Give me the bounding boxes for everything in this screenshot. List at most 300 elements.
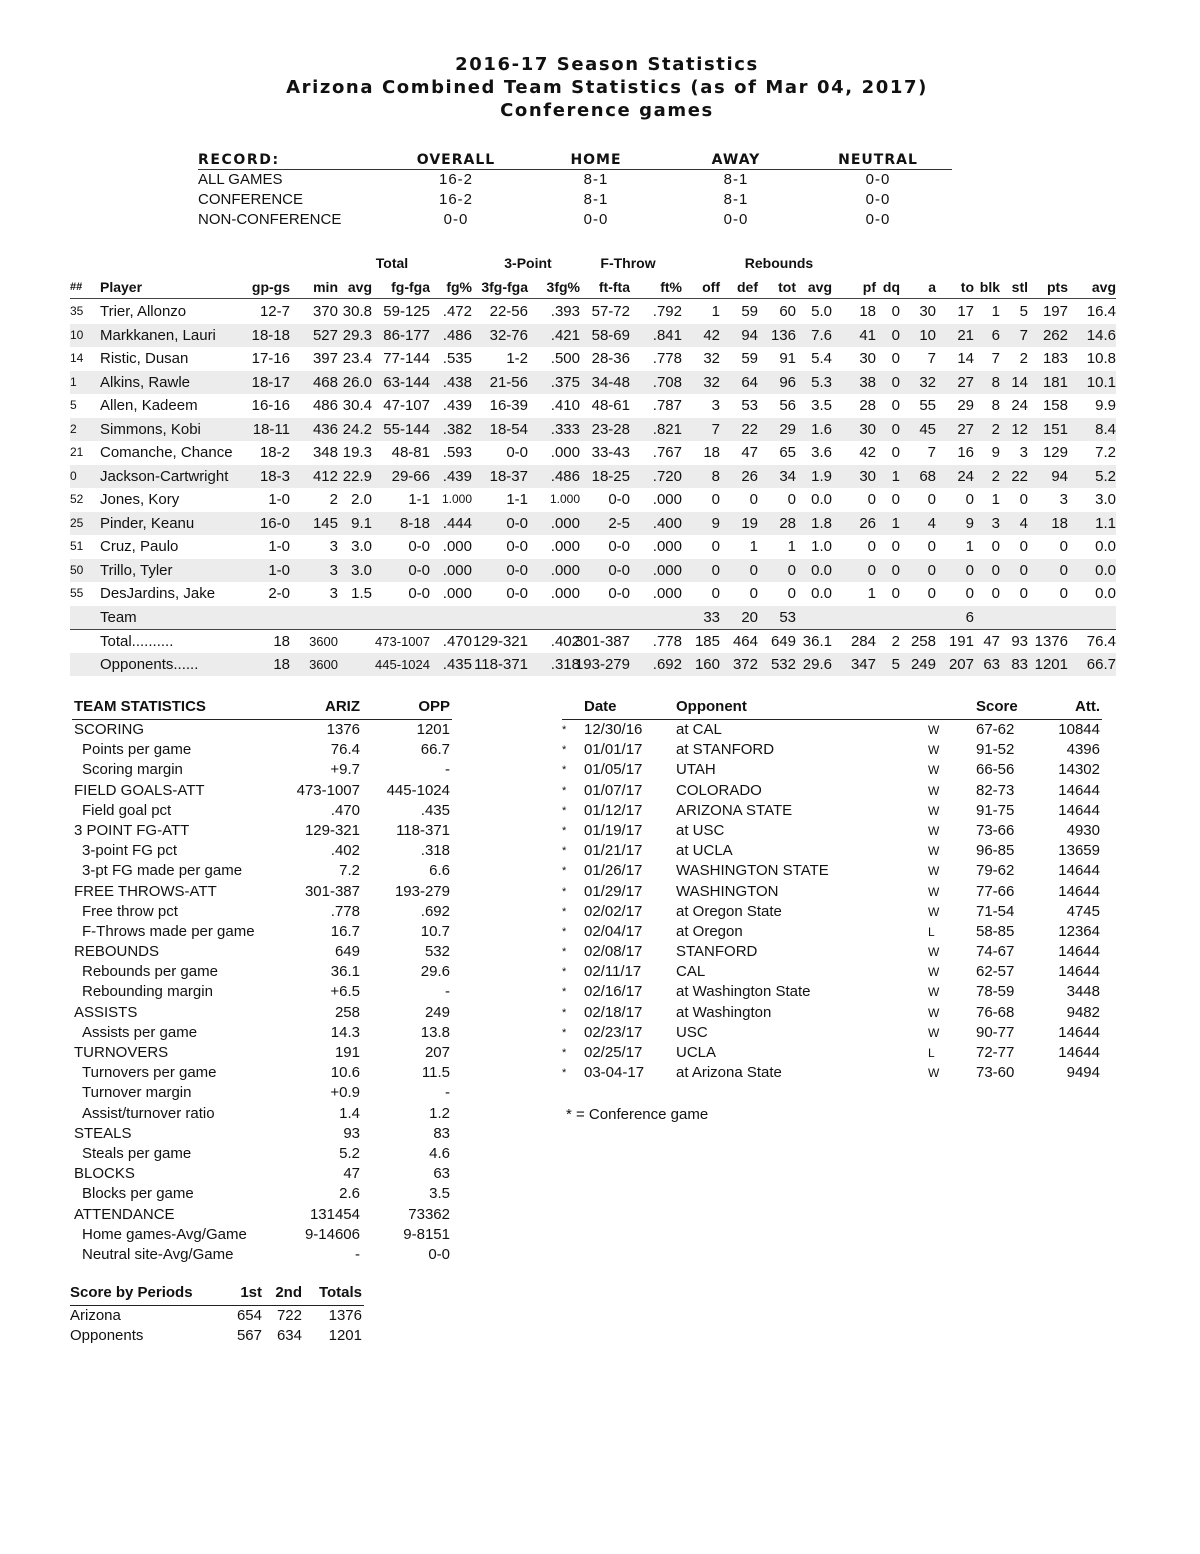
team-stat-label: Rebounds per game — [82, 963, 218, 981]
table-cell: 56 — [779, 397, 796, 414]
table-cell: 2.0 — [351, 491, 372, 508]
table-cell: 58-69 — [591, 326, 630, 344]
table-cell: .486 — [550, 467, 580, 485]
table-cell: .692 — [652, 655, 682, 673]
table-cell: 96 — [779, 373, 796, 391]
schedule-row — [562, 962, 1102, 982]
table-cell: 649 — [770, 633, 796, 650]
team-stat-opp: 73362 — [408, 1205, 450, 1223]
periods-header: 1st — [240, 1284, 262, 1301]
record-cell: 16-2 — [438, 191, 474, 208]
team-stat-row — [72, 902, 452, 922]
periods-cell: Opponents — [70, 1327, 144, 1344]
table-cell: .472 — [442, 303, 472, 320]
column-header: Player — [100, 279, 143, 295]
record-cell: 8-1 — [723, 191, 749, 208]
team-stat-opp: 29.6 — [420, 963, 450, 981]
table-cell: 1 — [867, 585, 876, 602]
table-cell: 3 — [991, 514, 1000, 532]
table-cell: 18 — [273, 655, 290, 673]
table-cell: 0-0 — [608, 561, 630, 579]
schedule-cell: 91-52 — [976, 741, 1015, 759]
team-stat-opp: 118-371 — [396, 821, 450, 839]
table-cell: 0 — [927, 491, 936, 508]
player-row — [70, 512, 1116, 536]
team-stat-label: Turnover margin — [82, 1084, 192, 1102]
schedule-row — [562, 841, 1102, 861]
table-cell: 0 — [965, 585, 974, 602]
table-cell: 55 — [70, 586, 84, 600]
schedule-cell: W — [928, 743, 940, 758]
table-cell: 0.0 — [811, 561, 832, 579]
table-cell: 94 — [1051, 467, 1068, 485]
table-cell: 32 — [703, 350, 720, 367]
schedule-cell: 01/07/17 — [584, 781, 643, 799]
table-cell: 21-56 — [489, 373, 528, 391]
table-cell: 249 — [910, 655, 936, 673]
schedule-row — [562, 942, 1102, 962]
team-stat-row — [72, 922, 452, 942]
table-cell: .470 — [442, 633, 472, 650]
table-cell: 145 — [312, 514, 338, 532]
table-cell: 0-0 — [408, 561, 430, 579]
table-cell: 185 — [694, 633, 720, 650]
column-header: ## — [70, 281, 83, 293]
team-stat-row — [72, 720, 452, 740]
team-stat-ariz: 131454 — [309, 1205, 360, 1223]
team-stat-label: Rebounding margin — [82, 983, 213, 1001]
record-cell: 0-0 — [723, 211, 749, 228]
column-header: avg — [1091, 279, 1116, 295]
table-cell: 48-61 — [591, 397, 630, 414]
schedule-cell: 14644 — [1058, 943, 1100, 961]
team-stat-opp: 1.2 — [429, 1104, 450, 1122]
table-cell: 25 — [70, 515, 84, 530]
periods-cell: 634 — [276, 1327, 302, 1344]
table-cell: 0-0 — [506, 561, 528, 579]
table-cell: 0 — [787, 561, 796, 579]
table-cell: 16-16 — [251, 397, 290, 414]
table-cell: 0 — [867, 538, 876, 555]
table-cell: .438 — [442, 373, 472, 391]
title-line-1: 2016-17 Season Statistics — [455, 54, 759, 75]
table-cell: 0 — [787, 491, 796, 508]
schedule-header-row — [562, 698, 1102, 720]
schedule-cell: STANFORD — [676, 943, 758, 961]
schedule-row — [562, 781, 1102, 801]
table-cell: 14 — [1011, 373, 1028, 391]
table-cell: 33 — [703, 608, 720, 626]
team-stat-ariz: .778 — [330, 902, 360, 920]
table-cell: 18-37 — [489, 467, 528, 485]
schedule-cell: * — [562, 946, 567, 959]
table-cell: 45 — [919, 420, 936, 438]
table-cell: 1-0 — [268, 538, 290, 555]
table-cell: 55 — [919, 397, 936, 414]
table-cell: 0 — [891, 303, 900, 320]
table-cell: 1.000 — [441, 492, 472, 506]
table-cell: 0 — [1059, 585, 1068, 602]
record-cell: 8-1 — [723, 171, 749, 188]
schedule-cell: 02/25/17 — [584, 1044, 643, 1061]
table-cell: .593 — [442, 444, 472, 461]
table-cell: .778 — [652, 633, 682, 650]
schedule-cell: W — [928, 965, 940, 980]
table-cell: 47-107 — [383, 397, 430, 414]
team-stat-ariz: 258 — [334, 1003, 360, 1021]
team-stat-ariz: 9-14606 — [304, 1225, 360, 1243]
table-cell: 91 — [779, 350, 796, 367]
team-stat-opp: 66.7 — [420, 741, 450, 759]
table-cell: .000 — [652, 491, 682, 508]
table-cell: 10 — [70, 327, 84, 342]
table-cell: 1-0 — [268, 491, 290, 508]
table-cell: 1 — [749, 538, 758, 555]
table-cell: .000 — [550, 538, 580, 555]
table-cell: .000 — [652, 538, 682, 555]
schedule-cell: * — [562, 885, 567, 898]
table-cell: 59 — [741, 303, 758, 320]
table-cell: 22 — [1011, 467, 1028, 485]
table-cell: 0 — [891, 397, 900, 414]
team-stat-ariz: .402 — [330, 842, 360, 860]
table-cell: 9 — [711, 514, 720, 532]
table-cell: 2 — [329, 491, 338, 508]
schedule-cell: L — [928, 1046, 935, 1060]
table-cell: 9 — [991, 444, 1000, 461]
table-cell: 0 — [711, 538, 720, 555]
periods-row — [70, 1326, 364, 1346]
table-cell: 16 — [957, 444, 974, 461]
record-cell: 0-0 — [443, 211, 469, 228]
column-header: ft-fta — [598, 279, 630, 295]
schedule-row — [562, 821, 1102, 841]
schedule-row — [562, 1043, 1102, 1063]
record-header-cell: RECORD: — [198, 152, 280, 168]
record-row — [198, 210, 952, 230]
table-cell: 19.3 — [342, 444, 372, 461]
table-cell: 0 — [1019, 491, 1028, 508]
table-cell: 26 — [859, 514, 876, 532]
table-cell: 284 — [850, 633, 876, 650]
table-cell: 2-0 — [268, 585, 290, 602]
table-cell: 7 — [991, 350, 1000, 367]
table-cell: 63-144 — [383, 373, 430, 391]
team-stat-label: Free throw pct — [82, 902, 178, 920]
table-cell: 68 — [919, 467, 936, 485]
table-cell: 7.6 — [811, 326, 832, 344]
table-cell: 0 — [70, 468, 77, 483]
table-cell: 50 — [70, 562, 84, 577]
team-stat-ariz: 1.4 — [339, 1104, 360, 1122]
table-cell: 0 — [891, 585, 900, 602]
table-cell: 12-7 — [259, 303, 290, 320]
team-stat-ariz: 5.2 — [339, 1144, 360, 1162]
conference-note: * = Conference game — [566, 1106, 709, 1123]
team-stat-opp: 9-8151 — [403, 1225, 450, 1243]
table-cell: 48-81 — [391, 444, 430, 461]
table-cell: 532 — [770, 655, 796, 673]
team-statistics-table — [72, 698, 452, 1265]
team-stat-row — [72, 962, 452, 982]
schedule-row — [562, 720, 1102, 740]
table-cell: 23.4 — [342, 350, 372, 367]
table-cell: 47 — [983, 633, 1000, 650]
table-cell: .393 — [550, 303, 580, 320]
table-cell: 18 — [703, 444, 720, 461]
table-cell: 0.0 — [1095, 538, 1116, 555]
schedule-cell: * — [562, 824, 567, 837]
schedule-cell: W — [928, 904, 940, 919]
table-cell: 47 — [741, 444, 758, 461]
table-cell: 16.4 — [1086, 303, 1116, 320]
player-row — [70, 371, 1116, 395]
table-cell: 0 — [711, 561, 720, 579]
schedule-cell: at USC — [676, 821, 725, 839]
table-cell: 197 — [1042, 303, 1068, 320]
periods-header: 2nd — [275, 1284, 302, 1301]
column-header: pts — [1047, 279, 1068, 295]
record-table — [198, 150, 952, 230]
table-cell: 94 — [741, 326, 758, 344]
table-cell: 5.0 — [811, 303, 832, 320]
table-cell: 3.0 — [351, 561, 372, 579]
table-cell: 372 — [732, 655, 758, 673]
periods-cell: Arizona — [70, 1307, 121, 1324]
table-cell: Trillo, Tyler — [100, 561, 173, 579]
table-cell: 0 — [927, 585, 936, 602]
table-cell: 0-0 — [408, 538, 430, 555]
table-cell: 136 — [770, 326, 796, 344]
team-stat-opp: 207 — [424, 1044, 450, 1061]
team-stat-opp: 4.6 — [429, 1144, 450, 1162]
column-header: avg — [347, 279, 372, 295]
team-stat-label: ATTENDANCE — [74, 1205, 175, 1223]
team-stat-row — [72, 1144, 452, 1164]
table-cell: 3 — [329, 585, 338, 602]
column-header: a — [928, 279, 936, 295]
table-cell: 0 — [1019, 585, 1028, 602]
table-cell: 3.5 — [811, 397, 832, 414]
record-cell: 0-0 — [865, 191, 891, 208]
table-cell: 151 — [1042, 420, 1068, 438]
table-cell: 486 — [312, 397, 338, 414]
column-header: 3fg-fga — [481, 279, 528, 295]
column-group-label: 3-Point — [504, 255, 552, 271]
table-cell: 52 — [70, 492, 84, 506]
schedule-cell: 73-66 — [976, 821, 1015, 839]
column-header: pf — [862, 279, 876, 295]
table-cell: .708 — [652, 373, 682, 391]
table-cell: 34 — [779, 467, 796, 485]
team-stat-label: Turnovers per game — [82, 1064, 217, 1082]
table-cell: 0-0 — [608, 491, 630, 508]
table-cell: .000 — [550, 514, 580, 532]
table-cell: 8 — [711, 467, 720, 485]
schedule-cell: 14644 — [1058, 1044, 1100, 1061]
table-cell: 24 — [957, 467, 974, 485]
schedule-cell: 12364 — [1058, 922, 1100, 940]
table-cell: 347 — [850, 655, 876, 673]
schedule-cell: W — [928, 864, 940, 879]
table-cell: 32-76 — [489, 326, 528, 344]
schedule-cell: * — [562, 1067, 567, 1080]
schedule-cell: W — [928, 1025, 940, 1040]
column-header: blk — [979, 279, 1000, 295]
table-cell: 464 — [732, 633, 758, 650]
table-cell: 1.5 — [351, 585, 372, 602]
table-cell: 29.6 — [802, 655, 832, 673]
table-cell: 0 — [867, 491, 876, 508]
table-cell: Jones, Kory — [100, 491, 180, 508]
table-cell: 59-125 — [383, 303, 430, 320]
schedule-cell: 14644 — [1058, 862, 1100, 880]
table-cell: 0 — [965, 561, 974, 579]
table-cell: 3 — [711, 397, 720, 414]
table-cell: 207 — [948, 655, 974, 673]
team-stat-label: TURNOVERS — [74, 1044, 169, 1061]
schedule-cell: 01/21/17 — [584, 842, 643, 860]
schedule-cell: WASHINGTON STATE — [676, 862, 829, 880]
table-cell: 2 — [991, 420, 1000, 438]
table-cell: 1 — [891, 514, 900, 532]
schedule-cell: 02/18/17 — [584, 1003, 643, 1021]
table-cell: 42 — [703, 326, 720, 344]
schedule-cell: W — [928, 783, 940, 798]
record-cell: 0-0 — [865, 211, 891, 228]
table-cell: 5.4 — [811, 350, 832, 367]
table-cell: 22-56 — [489, 303, 528, 320]
record-cell: 8-1 — [583, 171, 609, 188]
table-cell: 1 — [711, 303, 720, 320]
schedule-cell: * — [562, 986, 567, 999]
table-cell: Pinder, Keanu — [100, 514, 195, 532]
table-cell: 77-144 — [383, 350, 430, 367]
table-cell: Allen, Kadeem — [100, 397, 198, 414]
team-stat-row — [72, 882, 452, 902]
table-cell: 17 — [957, 303, 974, 320]
table-cell: 57-72 — [591, 303, 630, 320]
schedule-cell: 73-60 — [976, 1064, 1015, 1082]
team-stat-ariz: 16.7 — [330, 922, 360, 940]
schedule-cell: W — [928, 945, 940, 960]
table-cell: 19 — [741, 514, 758, 532]
table-cell: 42 — [859, 444, 876, 461]
team-stats-header: OPP — [418, 698, 450, 715]
table-cell: Jackson-Cartwright — [100, 467, 229, 485]
schedule-cell: 4396 — [1066, 741, 1100, 759]
team-stat-label: 3 POINT FG-ATT — [74, 821, 190, 839]
schedule-cell: * — [562, 1047, 567, 1059]
schedule-cell: UCLA — [676, 1044, 717, 1061]
table-cell: 6 — [991, 326, 1000, 344]
table-cell: 0 — [891, 538, 900, 555]
team-stat-opp: 6.6 — [429, 862, 450, 880]
team-stat-row — [72, 942, 452, 962]
table-cell: 0.0 — [811, 491, 832, 508]
schedule-cell: 4745 — [1066, 902, 1100, 920]
table-cell: 0 — [991, 538, 1000, 555]
table-cell: 1-2 — [506, 350, 528, 367]
schedule-cell: 4930 — [1066, 821, 1100, 839]
table-cell: 5 — [891, 655, 900, 673]
team-stat-ariz: 93 — [343, 1124, 360, 1142]
team-stat-opp: 0-0 — [428, 1245, 450, 1263]
column-header: fg% — [446, 279, 472, 295]
table-cell: 4 — [1019, 514, 1028, 532]
column-header: tot — [778, 279, 796, 295]
schedule-cell: 14644 — [1058, 1023, 1100, 1041]
schedule-cell: 13659 — [1058, 842, 1100, 860]
table-cell: 2 — [1019, 350, 1028, 367]
periods-cell: 1376 — [328, 1307, 362, 1324]
table-cell: .400 — [652, 514, 682, 532]
table-cell: 9.9 — [1095, 397, 1116, 414]
table-cell: 527 — [312, 326, 338, 344]
table-cell: 3.6 — [811, 444, 832, 461]
table-cell: 1.000 — [549, 492, 580, 506]
table-cell: 0 — [749, 561, 758, 579]
record-header-cell: HOME — [570, 152, 622, 168]
table-cell: 0 — [991, 585, 1000, 602]
table-cell: 35 — [70, 304, 84, 318]
table-cell: .333 — [550, 420, 580, 438]
table-cell: 129 — [1042, 444, 1068, 461]
table-cell: 21 — [70, 445, 84, 459]
table-cell: 0 — [891, 326, 900, 344]
team-stat-row — [72, 760, 452, 780]
periods-header: Totals — [318, 1284, 362, 1301]
team-stat-ariz: 10.6 — [330, 1064, 360, 1082]
title-line-3: Conference games — [500, 100, 714, 121]
schedule-cell: CAL — [676, 963, 706, 981]
team-stat-ariz: - — [355, 1245, 360, 1263]
schedule-table — [562, 698, 1102, 1083]
schedule-cell: 02/08/17 — [584, 943, 643, 961]
schedule-row — [562, 1023, 1102, 1043]
table-cell: .000 — [442, 561, 472, 579]
schedule-cell: 9494 — [1066, 1064, 1100, 1082]
table-cell: 55-144 — [383, 420, 430, 438]
team-stat-opp: 193-279 — [394, 882, 450, 900]
table-cell: 12 — [1011, 420, 1028, 438]
column-group-label: Rebounds — [744, 255, 814, 271]
table-cell: 0 — [927, 538, 936, 555]
record-cell: 0-0 — [865, 171, 891, 188]
schedule-cell: W — [928, 823, 940, 838]
team-stat-label: Blocks per game — [82, 1185, 194, 1203]
player-row — [70, 606, 1116, 630]
schedule-cell: W — [928, 803, 940, 818]
table-cell: 3600 — [309, 634, 338, 649]
table-cell: 1.9 — [811, 467, 832, 485]
table-cell: 1.1 — [1095, 514, 1116, 532]
periods-header: Score by Periods — [70, 1284, 193, 1301]
table-cell: 27 — [957, 420, 974, 438]
table-cell: 7 — [927, 444, 936, 461]
player-header-row — [70, 276, 1116, 299]
table-cell: 22.9 — [342, 467, 372, 485]
table-cell: 18-17 — [251, 373, 290, 391]
table-cell: 93 — [1011, 633, 1028, 650]
record-row — [198, 170, 952, 190]
team-stat-label: BLOCKS — [74, 1165, 135, 1183]
team-stat-label: F-Throws made per game — [82, 922, 255, 940]
table-cell: 32 — [703, 373, 720, 391]
team-stat-label: Assists per game — [82, 1023, 198, 1041]
table-cell: .486 — [442, 326, 472, 344]
player-row — [70, 465, 1116, 489]
